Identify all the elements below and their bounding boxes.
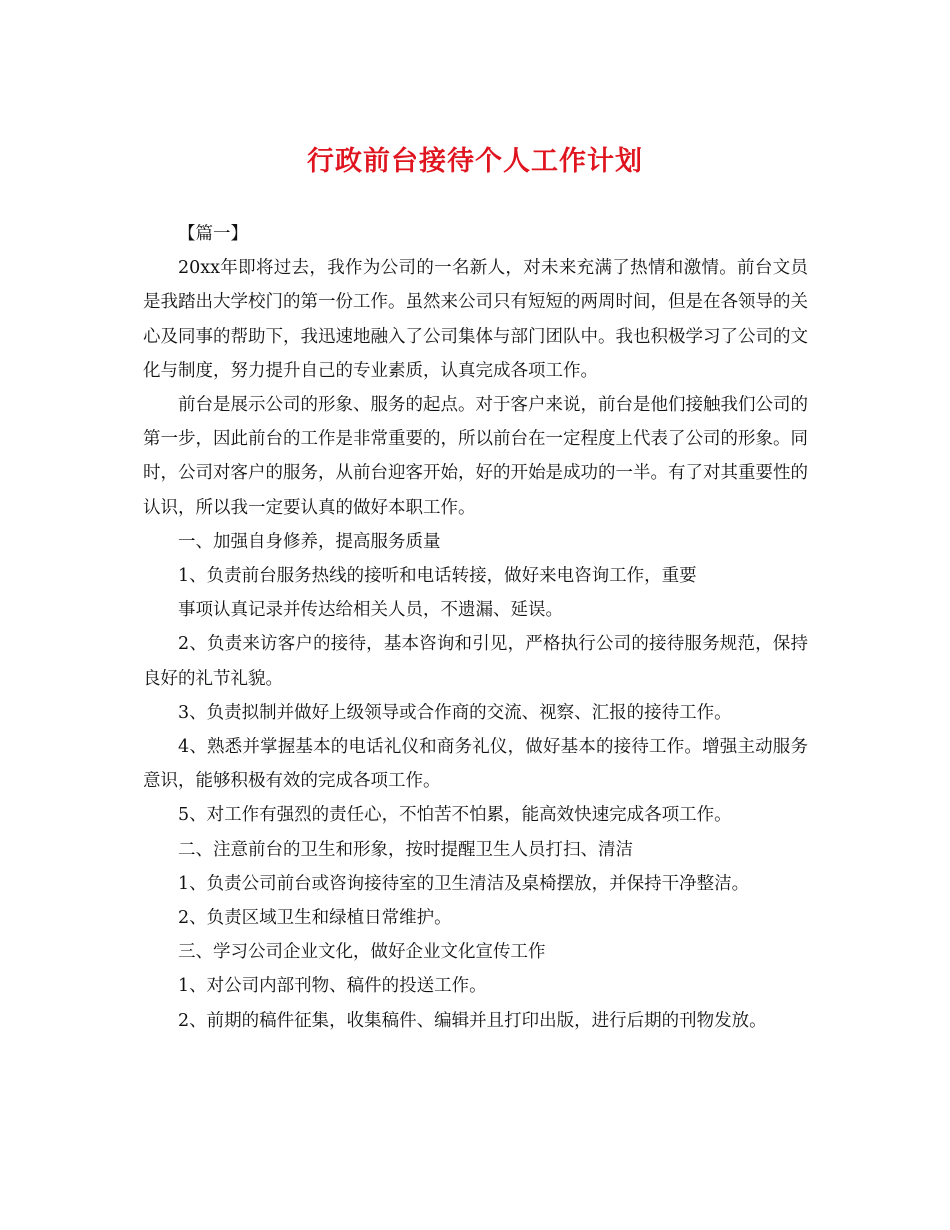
section-heading-one: 一、加强自身修养，提高服务质量 <box>178 531 441 552</box>
list-item-2-2: 2、负责区域卫生和绿植日常维护。 <box>178 908 452 929</box>
list-item-3-2: 2、前期的稿件征集，收集稿件、编辑并且打印出版，进行后期的刊物发放。 <box>178 1010 767 1031</box>
list-item-1-3: 3、负责拟制并做好上级领导或合作商的交流、视察、汇报的接待工作。 <box>178 702 732 723</box>
list-item-1-1-continued: 事项认真记录并传达给相关人员，不遗漏、延误。 <box>178 600 563 621</box>
intro-paragraph: 20xx年即将过去，我作为公司的一名新人，对未来充满了热情和激情。前台文员是我踏出大学校门的第一份工作。虽然来公司只有短短的两周时间，但是在各领导的关心及同事的帮助下，我迅速地融入了公司集体与部门团队中。我也积极学习了公司的文化与制度，努力提升自己的专业素质，认真完成各项工作。 <box>143 258 808 381</box>
list-item-1-4: 4、熟悉并掌握基本的电话礼仪和商务礼仪，做好基本的接待工作。增强主动服务意识，能够积极有效的完成各项工作。 <box>143 737 808 792</box>
section-heading-three: 三、学习公司企业文化，做好企业文化宣传工作 <box>178 942 546 963</box>
list-item-1-2: 2、负责来访客户的接待，基本咨询和引见，严格执行公司的接待服务规范，保持良好的礼节礼貌。 <box>143 634 808 689</box>
list-item-1-5: 5、对工作有强烈的责任心，不怕苦不怕累，能高效快速完成各项工作。 <box>178 805 732 826</box>
list-item-3-1: 1、对公司内部刊物、稿件的投送工作。 <box>178 976 487 997</box>
list-item-1-1: 1、负责前台服务热线的接听和电话转接，做好来电咨询工作，重要 <box>178 566 697 587</box>
section-heading-part-one: 【篇一】 <box>178 224 248 244</box>
document-title: 行政前台接待个人工作计划 <box>307 146 643 177</box>
document-body <box>143 217 808 1038</box>
list-item-2-1: 1、负责公司前台或咨询接待室的卫生清洁及桌椅摆放，并保持干净整洁。 <box>178 873 750 894</box>
section-heading-two: 二、注意前台的卫生和形象，按时提醒卫生人员打扫、清洁 <box>178 839 633 860</box>
front-desk-importance-paragraph: 前台是展示公司的形象、服务的起点。对于客户来说，前台是他们接触我们公司的第一步，因此前台的工作是非常重要的，所以前台在一定程度上代表了公司的形象。同时，公司对客户的服务，从前台迎客开始，好的开始是成功的一半。有了对其重要性的认识，所以我一定要认真的做好本职工作。 <box>143 395 808 518</box>
